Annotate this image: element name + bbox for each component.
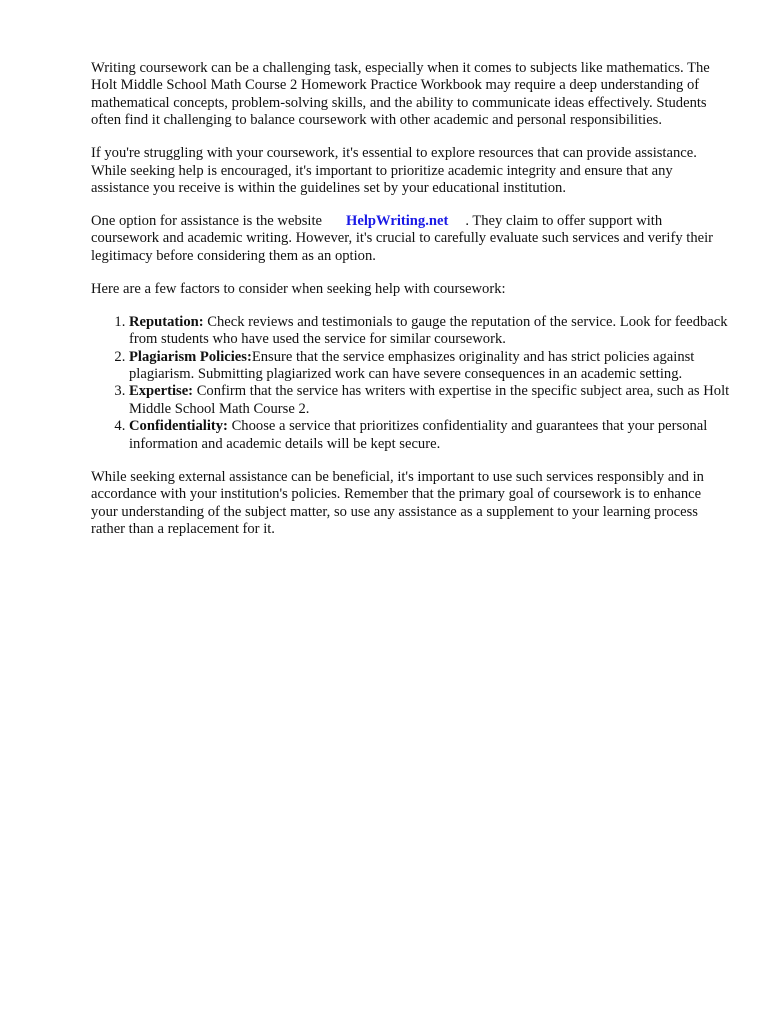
list-item-reputation (129, 314, 731, 349)
factor-text: Choose a service that prioritizes confidentiality and guarantees that your personal information and academic details will be kept secure. (129, 418, 708, 452)
option-text-before: One option for assistance is the website (91, 213, 323, 230)
intro-paragraph: Writing coursework can be a challenging task, especially when it comes to subjects like mathematics. The Holt Middle School Math Course 2 Homework Practice Workbook may require a deep understanding of mathematical concepts, problem-solving skills, and the ability to communicate ideas effectively. Students often find it challenging to balance coursework with other academic and personal responsibilities. (91, 60, 710, 129)
helpwriting-link[interactable]: HelpWriting.net (346, 213, 449, 230)
struggling-paragraph: If you're struggling with your coursework, it's essential to explore resources that can provide assistance. While seeking help is encouraged, it's important to prioritize academic integrity and ensure that any assistance you receive is within the guidelines set by your educational institution. (91, 145, 697, 197)
list-item-expertise (129, 383, 731, 418)
closing-paragraph: While seeking external assistance can be beneficial, it's important to use such services responsibly and in accordance with your institution's policies. Remember that the primary goal of coursework is to enhance your understanding of the subject matter, so use any assistance as a supplement to your learning process rather than a replacement for it. (91, 468, 704, 537)
factors-list (91, 314, 731, 453)
option-text-after: . They claim to offer support with coursework and academic writing. However, it's crucial to carefully evaluate such services and verify their legitimacy before considering them as an option. (91, 213, 714, 264)
factor-term: Confidentiality: (129, 418, 228, 435)
factor-term: Expertise: (129, 383, 194, 400)
option-paragraph (91, 213, 731, 265)
document-page (91, 60, 731, 554)
factor-text: Ensure that the service emphasizes originality and has strict policies against plagiarism. Submitting plagiarized work can have severe consequences in an academic setting. (129, 348, 695, 383)
factors-intro-paragraph: Here are a few factors to consider when seeking help with coursework: (91, 280, 506, 297)
list-item-confidentiality (129, 418, 731, 453)
factor-text: Confirm that the service has writers with expertise in the specific subject area, such as Holt Middle School Math Course 2. (129, 383, 730, 417)
factor-text: Check reviews and testimonials to gauge the reputation of the service. Look for feedback from students who have used the service for similar coursework. (129, 313, 728, 348)
factor-term: Reputation: (129, 313, 204, 330)
factor-term: Plagiarism Policies: (129, 348, 252, 365)
list-item-plagiarism (129, 349, 731, 384)
